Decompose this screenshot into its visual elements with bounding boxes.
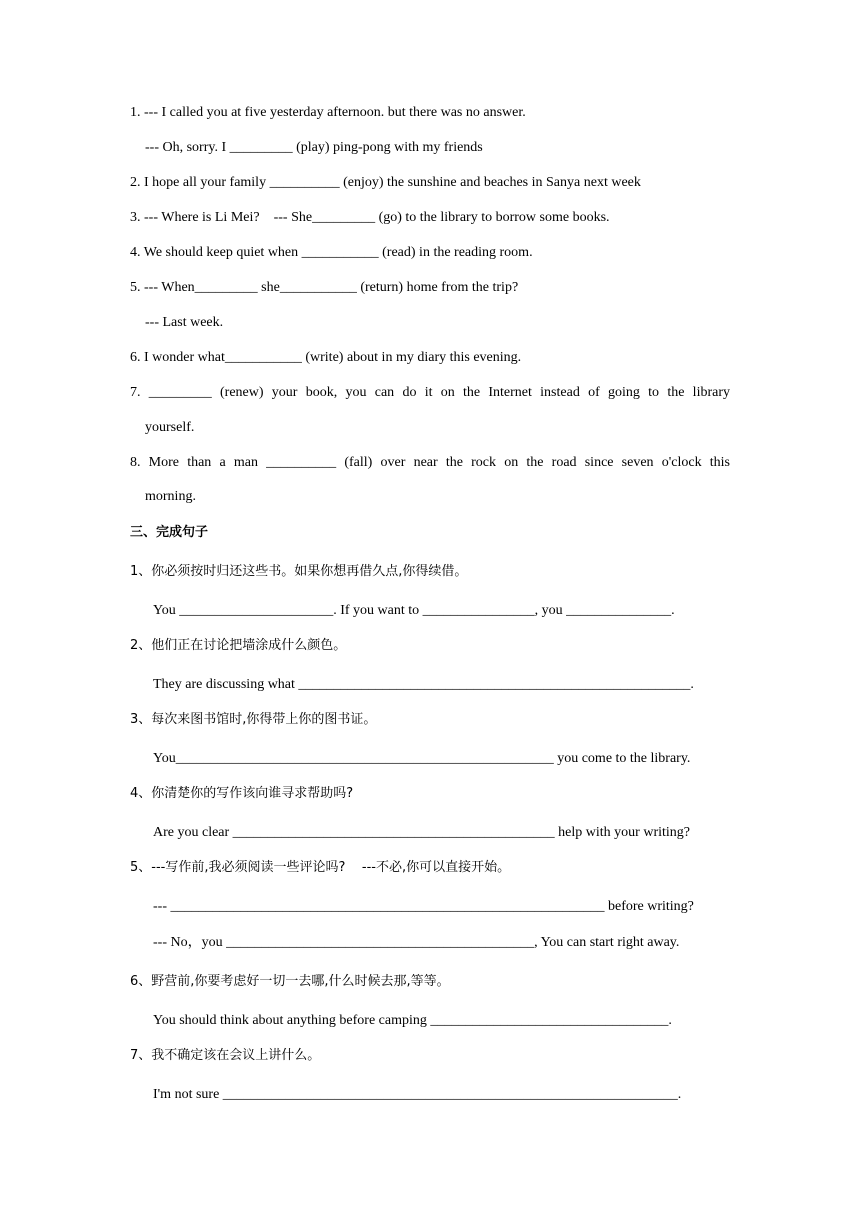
exercise-item-7: 7. _________ (renew) your book, you can do it on the Internet instead of going to the library (130, 385, 730, 400)
exercise-item-3: 3. --- Where is Li Mei? --- She_________ (go) to the library to borrow some books. (130, 210, 610, 225)
sentence-prompt-1: 1、你必须按时归还这些书。如果你想再借久点,你得续借。 (130, 564, 468, 579)
sentence-prompt-3: 3、每次来图书馆时,你得带上你的图书证。 (130, 712, 377, 727)
sentence-prompt-2: 2、他们正在讨论把墙涂成什么颜色。 (130, 638, 347, 653)
sentence-answer-6: You should think about anything before camping __________________________________. (153, 1013, 672, 1028)
sentence-answer-3: You______________________________________________________ you come to the library. (153, 751, 691, 766)
exercise-item-5: 5. --- When_________ she___________ (return) home from the trip? (130, 280, 519, 295)
exercise-item-8: 8. More than a man __________ (fall) over near the rock on the road since seven o'clock this (130, 455, 730, 470)
section-heading: 三、完成句子 (130, 525, 209, 540)
exercise-item-8-continued: morning. (145, 489, 196, 504)
sentence-prompt-4: 4、你清楚你的写作该向谁寻求帮助吗? (130, 786, 354, 801)
sentence-answer-5a: --- ______________________________________________________________ before writing? (153, 899, 694, 914)
sentence-answer-5b: --- No，you ____________________________________________, You can start right away. (153, 935, 680, 950)
sentence-answer-7: I'm not sure _________________________________________________________________. (153, 1087, 682, 1102)
sentence-answer-4: Are you clear ______________________________________________ help with your writing? (153, 825, 690, 840)
exercise-item-1-response: --- Oh, sorry. I _________ (play) ping-pong with my friends (145, 140, 483, 155)
exercise-item-2: 2. I hope all your family __________ (enjoy) the sunshine and beaches in Sanya next week (130, 175, 641, 190)
sentence-prompt-5: 5、---写作前,我必须阅读一些评论吗? ---不必,你可以直接开始。 (130, 860, 511, 875)
exercise-item-4: 4. We should keep quiet when ___________ (read) in the reading room. (130, 245, 533, 260)
sentence-answer-2: They are discussing what ________________________________________________________. (153, 677, 694, 692)
sentence-answer-1: You ______________________. If you want to ________________, you _______________. (153, 603, 675, 618)
sentence-prompt-7: 7、我不确定该在会议上讲什么。 (130, 1048, 321, 1063)
exercise-item-7-continued: yourself. (145, 420, 195, 435)
exercise-item-1: 1. --- I called you at five yesterday afternoon. but there was no answer. (130, 105, 526, 120)
sentence-prompt-6: 6、野营前,你要考虑好一切一去哪,什么时候去那,等等。 (130, 974, 450, 989)
exercise-item-5-response: --- Last week. (145, 315, 224, 330)
exercise-item-6: 6. I wonder what___________ (write) about in my diary this evening. (130, 350, 522, 365)
